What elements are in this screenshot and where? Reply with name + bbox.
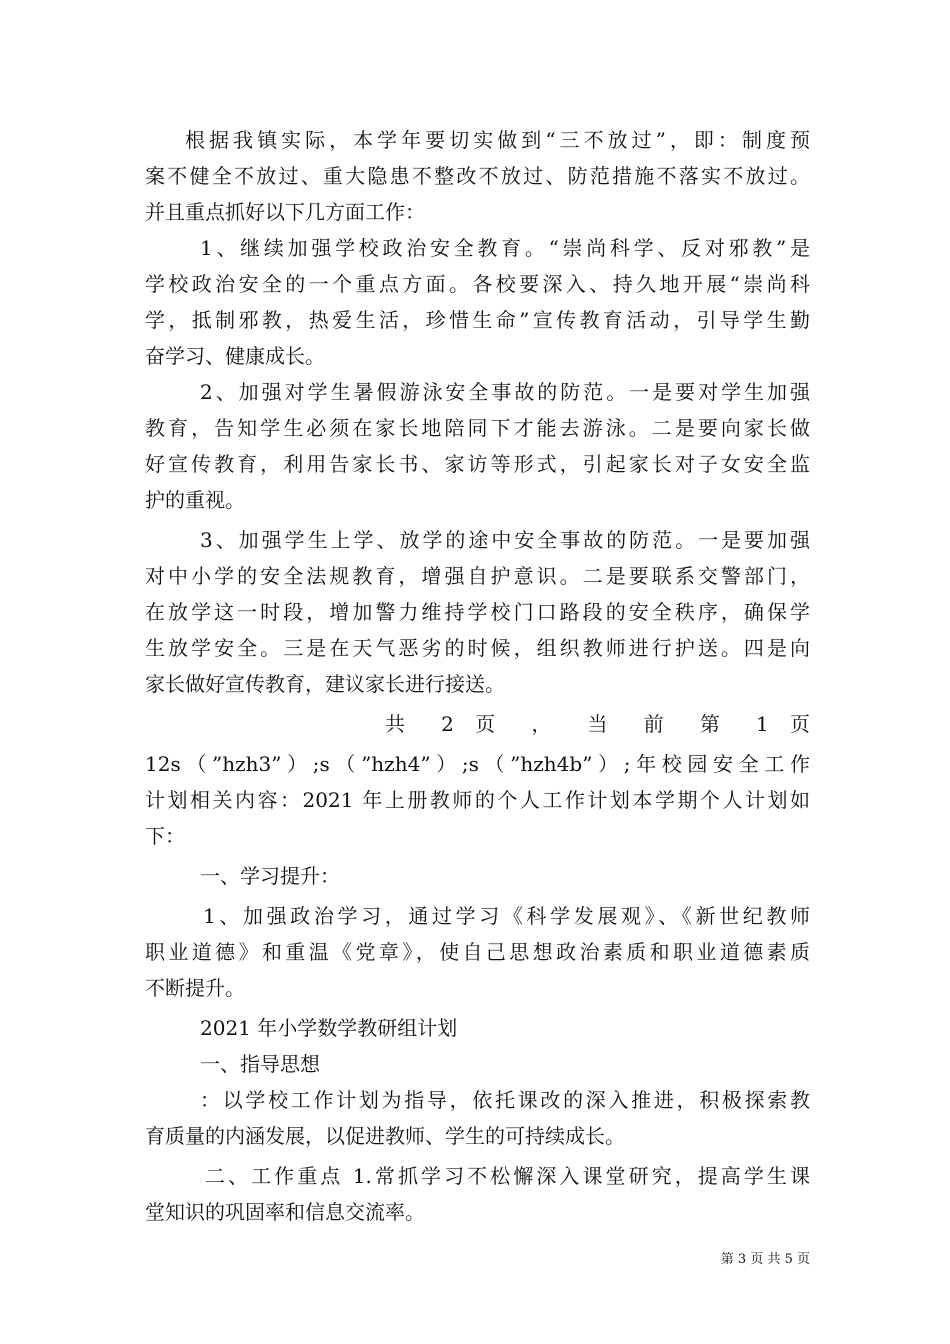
paragraph-line: 下： <box>145 824 185 848</box>
paragraph-line: 奋学习、健康成长。 <box>145 344 325 368</box>
paragraph-line: 对中小学的安全法规教育，增强自护意识。二是要联系交警部门， <box>145 564 810 588</box>
paragraph-line: 好宣传教育，利用告家长书、家访等形式，引起家长对子女安全监 <box>145 452 810 476</box>
section-heading: 一、学习提升： <box>200 864 340 888</box>
paragraph-line: 学校政治安全的一个重点方面。各校要深入、持久地开展“崇尚科 <box>145 272 810 296</box>
paragraph-line: 根据我镇实际，本学年要切实做到“三不放过”，即：制度预 <box>185 128 810 152</box>
paragraph-line: 2、加强对学生暑假游泳安全事故的防范。一是要对学生加强 <box>200 380 810 404</box>
paragraph-line: 3、加强学生上学、放学的途中安全事故的防范。一是要加强 <box>200 528 810 552</box>
paragraph-line: 护的重视。 <box>145 488 245 512</box>
paragraph-line: 职业道德》和重温《党章》，使自己思想政治素质和职业道德素质 <box>145 940 810 964</box>
plan-title: 2021 年小学数学教研组计划 <box>200 1016 458 1040</box>
paragraph-line: 并且重点抓好以下几方面工作： <box>145 200 425 224</box>
page-footer: 第 3 页 共 5 页 <box>720 1252 810 1267</box>
paragraph-line: ：以学校工作计划为指导，依托课改的深入推进，积极探索教 <box>200 1088 810 1112</box>
paragraph-line: 1、加强政治学习，通过学习《科学发展观》、《新世纪教师 <box>203 904 810 928</box>
paragraph-line: 计划相关内容：2021 年上册教师的个人工作计划本学期个人计划如 <box>145 788 810 812</box>
paragraph-line: 育质量的内涵发展，以促进教师、学生的可持续成长。 <box>145 1124 625 1148</box>
paragraph-line: 家长做好宣传教育，建议家长进行接送。 <box>145 672 505 696</box>
paragraph-line: 案不健全不放过、重大隐患不整改不放过、防范措施不落实不放过。 <box>145 164 810 188</box>
section-heading: 一、指导思想 <box>200 1052 320 1076</box>
paragraph-line: 生放学安全。三是在天气恶劣的时候，组织教师进行护送。四是向 <box>145 636 810 660</box>
paragraph-line: 不断提升。 <box>145 976 245 1000</box>
paragraph-line: 二、工作重点 1.常抓学习不松懈深入课堂研究，提高学生课 <box>205 1164 810 1188</box>
paragraph-line: 学，抵制邪教，热爱生活，珍惜生命”宣传教育活动，引导学生勤 <box>145 308 810 332</box>
paragraph-line: 12s（”hzh3”）;s（”hzh4”）;s（”hzh4b”）;年校园安全工作 <box>145 752 810 776</box>
page-count-note: 共 2 页 ， 当 前 第 1 页 <box>385 712 810 736</box>
paragraph-line: 在放学这一时段，增加警力维持学校门口路段的安全秩序，确保学 <box>145 600 810 624</box>
paragraph-line: 1、继续加强学校政治安全教育。“崇尚科学、反对邪教”是 <box>200 236 810 260</box>
paragraph-line: 教育，告知学生必须在家长地陪同下才能去游泳。二是要向家长做 <box>145 416 810 440</box>
paragraph-line: 堂知识的巩固率和信息交流率。 <box>145 1200 425 1224</box>
